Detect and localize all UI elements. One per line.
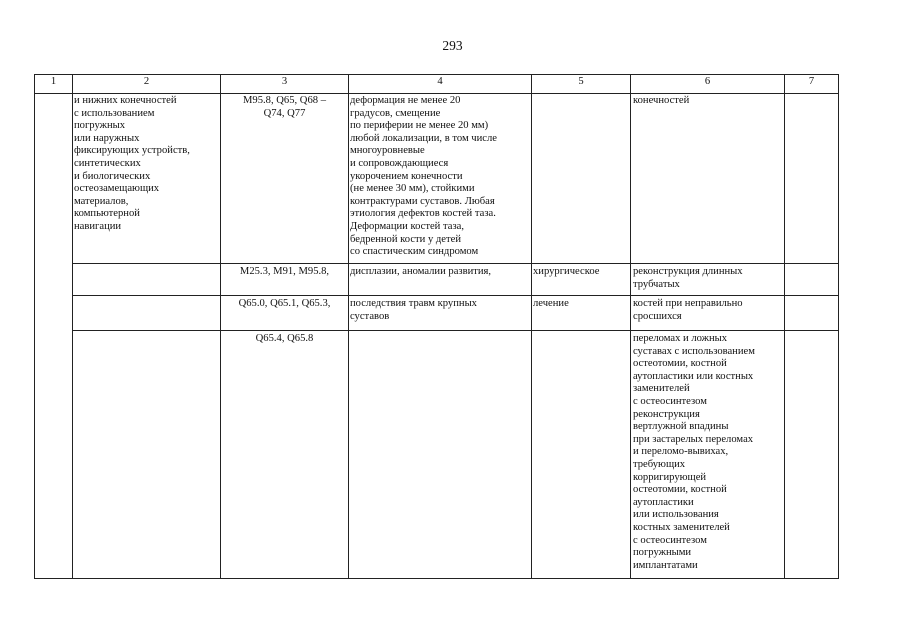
column-header-3: 3 [281,76,288,87]
table-cell-r4-c6: переломах и ложных суставах с использованием остеотомии, костной аутопластики или костных заменителей с остеосинтезом реконструкция вертлужной впадины при застарелых переломах и переломо-вывихах, требующих корригирующей остеотомии, костной аутопластики или использования костных заменителей с остеосинтезом погружными имплантатами [633,333,755,571]
row-divider [72,263,839,264]
table-cell-r4-c3: Q65.4, Q65.8 [255,333,314,344]
column-divider [531,74,532,579]
page-number: 293 [442,38,463,53]
column-header-4: 4 [437,76,443,87]
table-border-right [838,74,839,579]
table-cell-r2-c6: реконструкция длинных трубчатых [633,266,743,290]
column-header-2: 2 [143,76,150,87]
table-cell-r3-c6: костей при неправильно сросшихся [633,298,743,322]
table-border-bottom [34,578,839,579]
column-divider [630,74,631,579]
table-cell-r1-c3: M95.8, Q65, Q68 – Q74, Q77 [243,95,326,119]
column-header-6: 6 [704,76,711,87]
table-cell-r2-c3: M25.3, M91, M95.8, [239,266,330,277]
table-cell-r2-c5: хирургическое [533,266,600,277]
table-cell-r3-c3: Q65.0, Q65.1, Q65.3, [238,298,331,309]
table-cell-r1-c6: конечностей [633,95,690,106]
row-divider [72,330,839,331]
column-divider [784,74,785,579]
table-border-left [34,74,35,579]
table-cell-r2-c4: дисплазии, аномалии развития, [350,266,492,277]
row-divider [72,295,839,296]
table-cell-r1-c2: и нижних конечностей с использованием погружных или наружных фиксирующих устройств, синтетических и биологических остеозамещающих материалов, компьютерной навигации [74,95,190,232]
column-divider [220,74,221,579]
column-header-1: 1 [50,76,57,87]
header-divider [34,93,839,94]
table-cell-r1-c4: деформация не менее 20 градусов, смещение по периферии не менее 20 мм) любой локализации, в том числе многоуровневые и сопровождающиеся укорочением конечности (не менее 30 мм), стойкими контрактурами суставов. Любая этиология дефектов костей таза. Деформации костей таза, бедренной кости у детей со спастическим синдромом [350,95,497,258]
column-divider [72,74,73,579]
table-cell-r3-c5: лечение [533,298,569,309]
column-divider [348,74,349,579]
column-header-7: 7 [808,76,815,87]
column-header-5: 5 [578,76,584,87]
table-border-top [34,74,839,75]
table-cell-r3-c4: последствия травм крупных суставов [350,298,477,322]
